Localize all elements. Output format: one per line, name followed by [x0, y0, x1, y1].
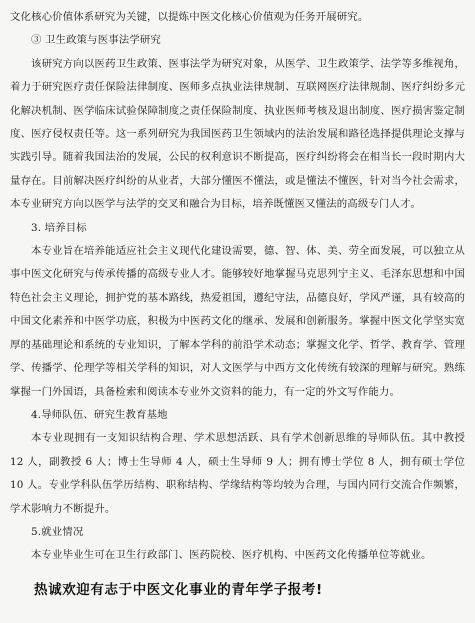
intro-paragraph-tail: 文化核心价值体系研究为关键，以提炼中医文化核心价值观为任务开展研究。 — [10, 11, 369, 23]
section-heading-employment: 5.就业情况 — [31, 525, 84, 538]
employment-paragraph: 本专业毕业生可在卫生行政部门、医药院校、医疗机构、中医药文化传播单位等就业。 — [31, 549, 432, 562]
health-policy-paragraph: 该研究方向以医药卫生政策、医事法学为研究对象，从医学、卫生政策学、法学等多维视角，着力于研究医疗责任保险法律制度、医师多点执业法律规制、互联网医疗法律规制、医疗纠纷多元化解决机制、医学临床试验保障制度之责任保险制度、执业医师考核及退出制度、医疗损害鉴定制度、医疗侵权责任等。这一系列研究为我国医药卫生领域内的法治发展和路径选择提供理论支撑与实践引导。随着我国法治的发展，公民的权利意识不断提高，医疗纠纷将会在相当长一段时期内大量存在。目前解决医疗纠纷的从业者，大部分懂医不懂法，或是懂法不懂医，针对当今社会需求，本专业研究方向以医学与法学的交叉和融合为目标，培养既懂医又懂法的高级专门人才。 — [10, 57, 465, 211]
closing-slogan: 热诚欢迎有志于中医文化事业的青年学子报考! — [34, 582, 323, 598]
training-goals-paragraph: 本专业旨在培养能适应社会主义现代化建设需要，德、智、体、美、劳全面发展，可以独立从事中医文化研究与传承传播的高级专业人才。能够较好地掌握马克思列宁主义、毛泽东思想和中国特色社会主义理论，拥护党的基本路线，热爱祖国，遵纪守法，品德良好，学风严谨，具有较高的中国文化素养和中医学功底，积极为中医药文化的继承、发展和创新服务。掌握中医文化学坚实宽厚的基础理论和系统的专业知识，了解本学科的前沿学术动态；掌握文化学、哲学、教育学、管理学、传播学、伦理学等相关学科的知识，对人文医学与中西方文化传统有较深的理解与研究。熟练掌握一门外国语，具备检索和阅读本专业外文资料的能力，有一定的外文写作能力。 — [10, 245, 465, 398]
section-heading-training-goals: 3. 培养目标 — [31, 221, 87, 234]
section-heading-health-policy: ③ 卫生政策与医事法学研究 — [31, 34, 161, 47]
faculty-paragraph: 本专业现拥有一支知识结构合理、学术思想活跃、具有学术创新思维的导师队伍。其中教授 12 人，副教授 6 人；博士生导师 4 人，硕士生导师 9 人；拥有博士学位 8 人，拥有硕士学位 10 人。专业学科队伍学历结构、职称结构、学缘结构等均较为合理，与国内同行交流合作频繁，学术影响力不断提升。 — [10, 432, 465, 515]
section-heading-faculty: 4.导师队伍、研究生教育基地 — [31, 408, 168, 421]
